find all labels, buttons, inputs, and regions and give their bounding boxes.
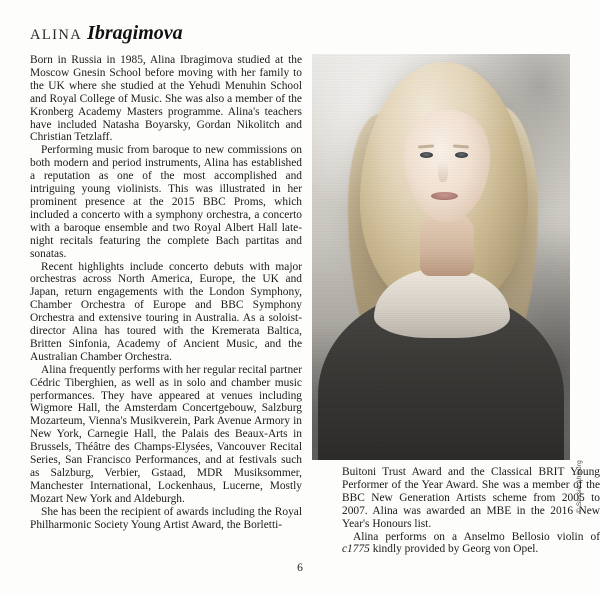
paragraph-biography-2: Performing music from baroque to new commissions on both modern and period instruments, Alina has established a reputation as one of the most accomplished and intriguing young violinists. This was illustrated in her prominent presence at the 2015 BBC Proms, which included a concerto with a symphony orchestra, a concerto with a baroque ensemble and two Royal Albert Hall late-night recitals featuring the complete Bach partitas and sonatas. bbox=[30, 144, 302, 260]
mouth bbox=[431, 192, 458, 200]
paragraph-biography-4: Alina frequently performs with her regular recital partner Cédric Tiberghien, as well as in solo and chamber music performances. They have appeared at venues including Wigmore Hall, the Amsterdam Concertgebouw, Salzburg Mozarteum, Vienna's Musikverein, Park Avenue Armory in New York, Carnegie Hall, the Palais des Beaux-Arts in Brussels, Théâtre des Champs-Elysées, Vancouver Recital Series, San Francisco Performances, and at festivals such as Salzburg, Verbier, Gstaad, MDR Musiksommer, Manchester International, Lockenhaus, Lucerne, Mostly Mozart New York and Aldeburgh. bbox=[30, 363, 302, 505]
instrument-year: c1775 bbox=[342, 543, 370, 556]
page-folio: 6 bbox=[297, 562, 303, 574]
paragraph-biography-3: Recent highlights include concerto debuts with major orchestras across North America, Europe, the UK and Japan, return engagements with the London Symphony, Chamber Orchestra of Europe and BBC Symphony Orchestra and extensive touring in Australia. As a soloist-director Alina has toured with the Kremerata Baltica, Britten Sinfonia, Academy of Ancient Music, and the Australian Chamber Orchestra. bbox=[30, 260, 302, 363]
page-title bbox=[30, 22, 570, 45]
portrait-photo bbox=[312, 54, 570, 460]
paragraph-biography-5: She has been the recipient of awards including the Royal Philharmonic Society Young Artist Award, the Borletti- bbox=[30, 505, 302, 531]
right-eye bbox=[455, 152, 468, 158]
neck bbox=[420, 214, 474, 276]
artist-last-name: Ibragimova bbox=[87, 22, 183, 44]
instrument-text-after: kindly provided by Georg von Opel. bbox=[369, 543, 539, 556]
paragraph-instrument bbox=[342, 531, 600, 557]
instrument-text-before: Alina performs on a Anselmo Bellosio violin of bbox=[353, 530, 600, 543]
photo-credit: © Sussie Ahlburg bbox=[576, 460, 583, 514]
nose bbox=[438, 158, 448, 182]
artist-first-name: ALINA bbox=[30, 27, 83, 43]
right-text-column bbox=[342, 466, 600, 556]
left-text-column bbox=[30, 54, 302, 532]
paragraph-biography-1: Born in Russia in 1985, Alina Ibragimova studied at the Moscow Gnesin School before moving with her family to the UK where she studied at the Yehudi Menuhin School and Royal College of Music. She was also a member of the Kronberg Academy Masters programme. Alina's teachers have included Natasha Boyarsky, Gordan Nikolitch and Christian Tetzlaff. bbox=[30, 54, 302, 144]
paragraph-awards-continued: Buitoni Trust Award and the Classical BRIT Young Performer of the Year Award. She was a member of the BBC New Generation Artists scheme from 2005 to 2007. Alina was awarded an MBE in the 2016 New Year's Honours list. bbox=[342, 466, 600, 530]
left-eye bbox=[420, 152, 433, 158]
